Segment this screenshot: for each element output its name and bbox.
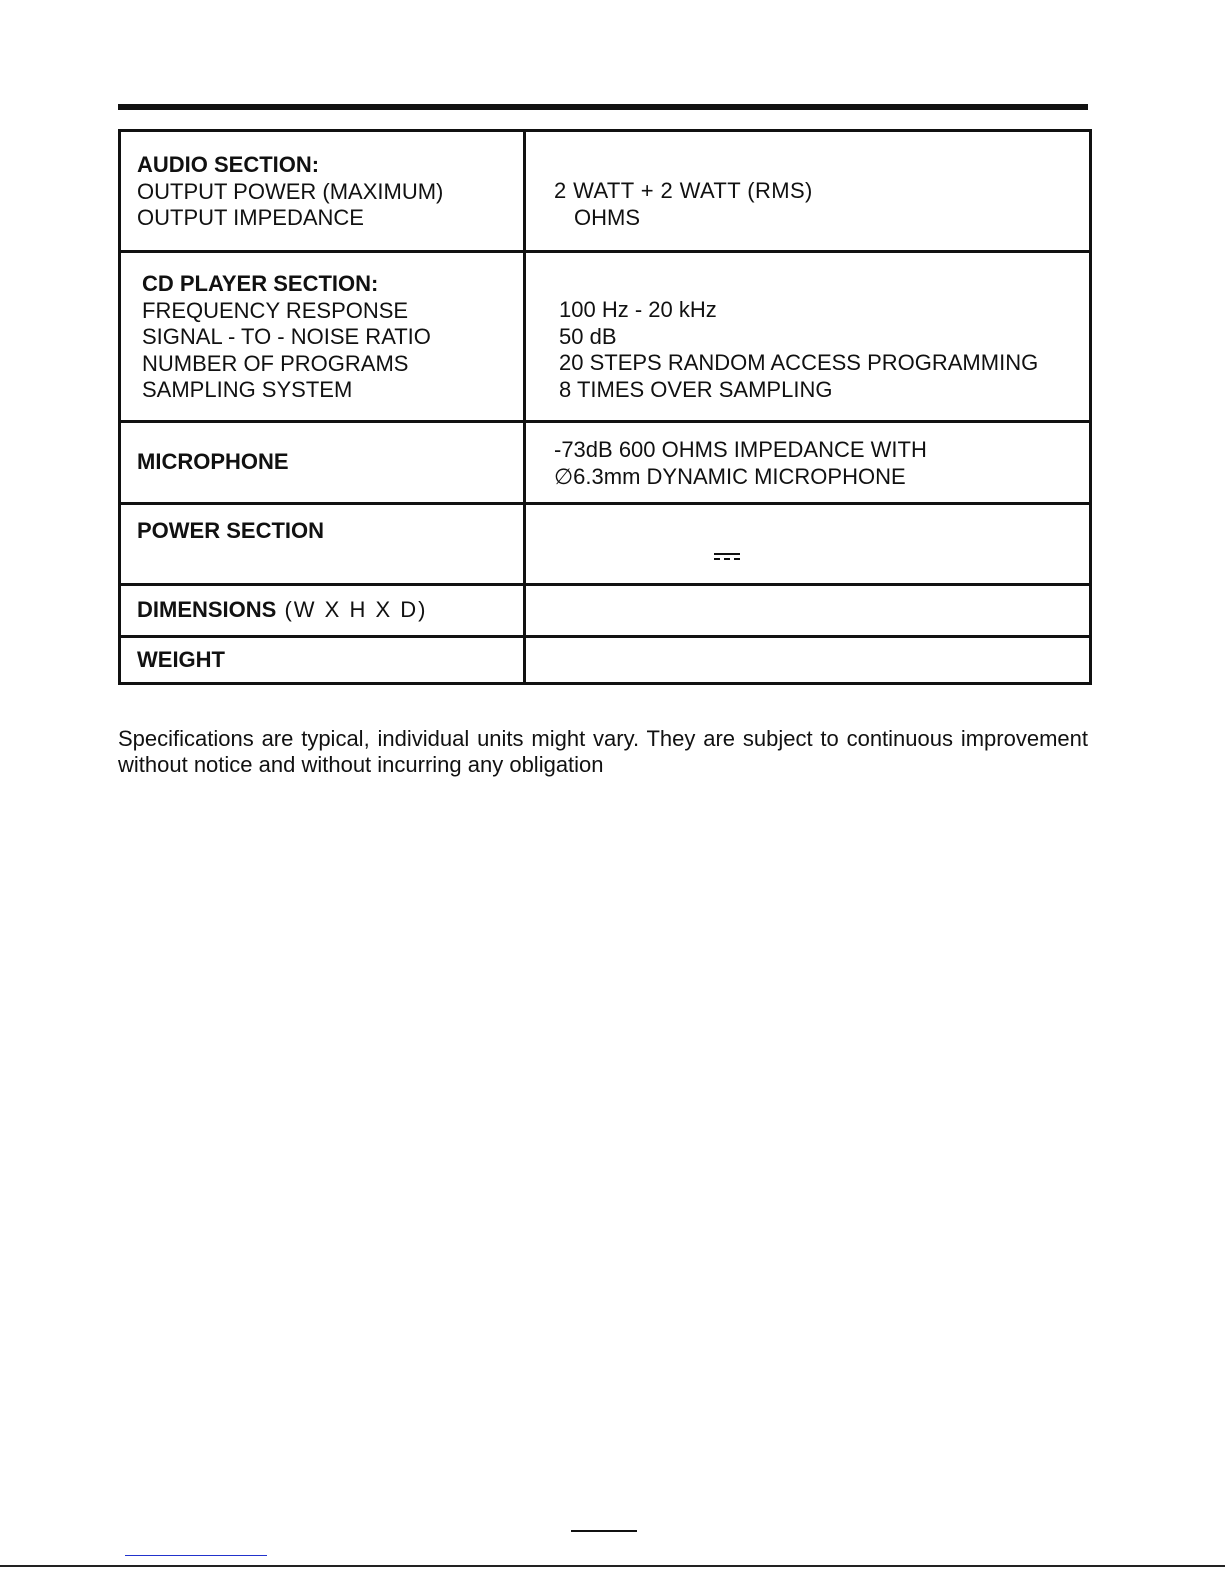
number-of-programs-label: NUMBER OF PROGRAMS <box>142 350 409 376</box>
specifications-note: Specifications are typical, individual units might vary. They are subject to continuous improvement without notice and without incurring any obligation <box>118 726 1088 777</box>
sampling-system-value: 8 TIMES OVER SAMPLING <box>559 376 833 402</box>
frequency-response-label: FREQUENCY RESPONSE <box>142 297 409 323</box>
specifications-table <box>118 129 1092 685</box>
output-power-label: OUTPUT POWER (MAXIMUM) <box>137 178 444 204</box>
output-impedance-value: OHMS <box>574 204 640 230</box>
audio-section-row <box>120 131 1091 252</box>
cd-player-section-row <box>120 252 1091 422</box>
weight-value-cell <box>525 637 1091 684</box>
page-number-rule <box>571 1530 637 1532</box>
audio-section-labels <box>120 131 525 252</box>
top-rule <box>118 104 1088 110</box>
weight-heading: WEIGHT <box>137 646 225 672</box>
bottom-rule <box>0 1565 1225 1567</box>
dimensions-heading: DIMENSIONS <box>137 597 277 623</box>
cd-player-section-labels <box>120 252 525 422</box>
signal-to-noise-label: SIGNAL - TO - NOISE RATIO <box>142 324 431 349</box>
audio-section-values <box>525 131 1091 252</box>
microphone-impedance-value: -73dB 600 OHMS IMPEDANCE WITH <box>554 437 927 462</box>
dimensions-label-cell <box>120 585 525 637</box>
power-section-row <box>120 504 1091 585</box>
sampling-system-label: SAMPLING SYSTEM <box>142 377 353 402</box>
output-impedance-label: OUTPUT IMPEDANCE <box>137 205 364 230</box>
dc-current-icon <box>714 553 740 561</box>
power-section-values <box>525 504 1091 585</box>
microphone-heading: MICROPHONE <box>137 449 289 475</box>
microphone-type-value: ∅6.3mm DYNAMIC MICROPHONE <box>554 463 906 489</box>
dimensions-value-cell <box>525 585 1091 637</box>
dimensions-row <box>120 585 1091 637</box>
power-section-heading: POWER SECTION <box>137 518 325 543</box>
microphone-label-cell <box>120 422 525 504</box>
microphone-values <box>525 422 1091 504</box>
power-section-label-cell <box>120 504 525 585</box>
footer-link-underline <box>125 1555 267 1556</box>
weight-row <box>120 637 1091 684</box>
signal-to-noise-value: 50 dB <box>559 323 617 349</box>
frequency-response-value: 100 Hz - 20 kHz <box>559 297 717 322</box>
weight-label-cell <box>120 637 525 684</box>
audio-section-heading: AUDIO SECTION: <box>137 152 320 177</box>
dimensions-suffix: (W X H X D) <box>276 597 428 623</box>
microphone-row <box>120 422 1091 504</box>
cd-player-section-heading: CD PLAYER SECTION: <box>142 271 379 296</box>
output-power-value: 2 WATT + 2 WATT (RMS) <box>554 178 813 203</box>
cd-player-section-values <box>525 252 1091 422</box>
number-of-programs-value: 20 STEPS RANDOM ACCESS PROGRAMMING <box>559 350 1039 375</box>
